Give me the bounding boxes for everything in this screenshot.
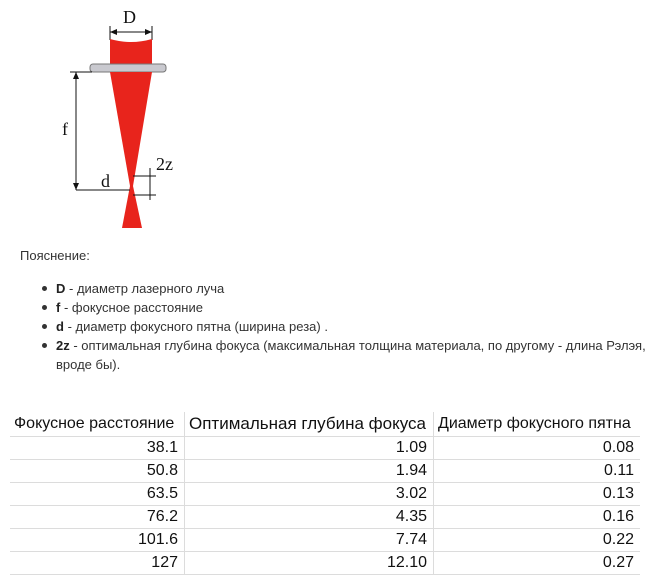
cell: 4.35 (185, 506, 434, 529)
cell: 7.74 (185, 529, 434, 552)
header-spot-diameter: Диаметр фокусного пятна (434, 412, 641, 437)
label-D: D (123, 7, 136, 27)
cell: 12.10 (185, 552, 434, 575)
cell: 0.22 (434, 529, 641, 552)
cell: 63.5 (10, 483, 185, 506)
cell: 3.02 (185, 483, 434, 506)
table-row (10, 460, 640, 483)
table-row (10, 506, 640, 529)
list-item (56, 336, 650, 374)
cell: 76.2 (10, 506, 185, 529)
term: D (56, 281, 66, 296)
cell: 38.1 (10, 437, 185, 460)
list-item (56, 279, 650, 298)
table-row (10, 529, 640, 552)
table-header-row (10, 412, 640, 437)
label-f: f (62, 119, 68, 139)
cell: 0.13 (434, 483, 641, 506)
table-row (10, 437, 640, 460)
cell: 0.08 (434, 437, 641, 460)
term: d (56, 319, 64, 334)
cell: 0.16 (434, 506, 641, 529)
list-item (56, 317, 650, 336)
cell: 0.27 (434, 552, 641, 575)
focus-table (10, 412, 640, 575)
table-row (10, 552, 640, 575)
definition: - оптимальная глубина фокуса (максимальная толщина материала, по другому - длина Рэлэя, вроде бы). (56, 338, 646, 372)
beam-converging (110, 72, 152, 186)
cell: 0.11 (434, 460, 641, 483)
cell: 127 (10, 552, 185, 575)
definition: - диаметр фокусного пятна (ширина реза) . (63, 319, 328, 334)
table-row (10, 483, 640, 506)
label-d: d (101, 171, 110, 191)
explanation-heading: Пояснение: (20, 248, 90, 263)
beam-upper (110, 39, 152, 66)
definition: - фокусное расстояние (60, 300, 203, 315)
arrow-left-icon (110, 29, 117, 35)
laser-focus-diagram (0, 0, 240, 240)
cell: 1.94 (185, 460, 434, 483)
arrow-up-icon (73, 72, 79, 79)
arrow-right-icon (145, 29, 152, 35)
arrow-down-icon (73, 183, 79, 190)
explanation (20, 246, 650, 374)
definition: - диаметр лазерного луча (65, 281, 225, 296)
cell: 1.09 (185, 437, 434, 460)
cell: 101.6 (10, 529, 185, 552)
beam-diverging (122, 186, 142, 228)
header-depth-of-focus: Оптимальная глубина фокуса (185, 412, 434, 437)
explanation-list (20, 279, 650, 374)
cell: 50.8 (10, 460, 185, 483)
header-focal-length: Фокусное расстояние (10, 412, 185, 437)
lens (90, 64, 166, 72)
term: f (56, 300, 61, 315)
term: 2z (56, 338, 70, 353)
list-item (56, 298, 650, 317)
label-2z: 2z (156, 154, 173, 174)
